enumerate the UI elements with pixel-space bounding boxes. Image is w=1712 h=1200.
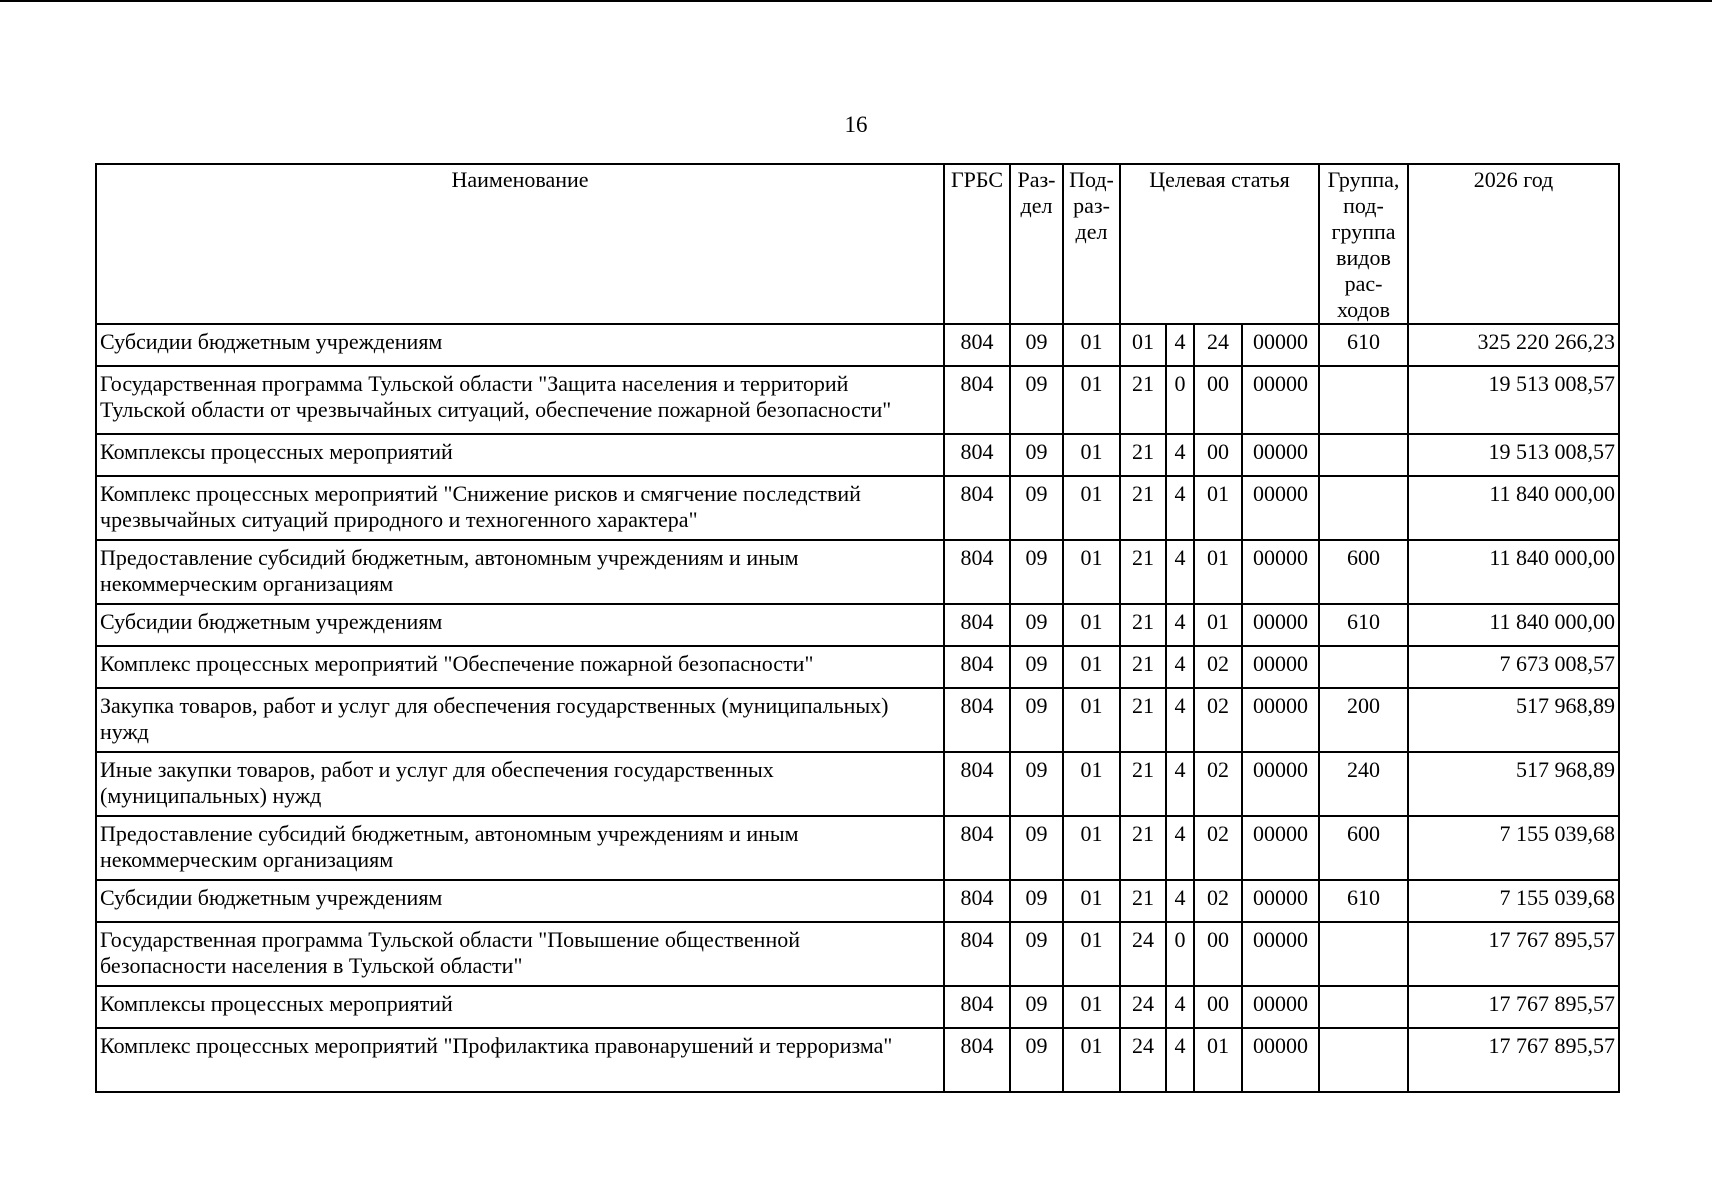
cell-grbs: 804	[944, 324, 1010, 366]
cell-razdel: 09	[1010, 434, 1063, 476]
cell-name	[96, 434, 944, 476]
table-row	[96, 604, 1619, 646]
cell-amount-2026: 17 767 895,57	[1408, 922, 1619, 986]
cell-name	[96, 1028, 944, 1092]
cell-name	[96, 604, 944, 646]
cell-razdel: 09	[1010, 1028, 1063, 1092]
cell-target-subprogram: 00	[1194, 922, 1242, 986]
cell-expense-group	[1319, 646, 1408, 688]
cell-grbs: 804	[944, 646, 1010, 688]
cell-razdel: 09	[1010, 880, 1063, 922]
table-row	[96, 646, 1619, 688]
cell-name-line: Субсидии бюджетным учреждениям	[100, 609, 443, 634]
cell-target-program: 24	[1120, 922, 1166, 986]
cell-podrazdel: 01	[1063, 986, 1120, 1028]
cell-name-line: Предоставление субсидий бюджетным, автономным учреждениям и иным	[100, 821, 799, 846]
cell-target-subprogram: 02	[1194, 646, 1242, 688]
cell-name-line: чрезвычайных ситуаций природного и техногенного характера"	[100, 507, 698, 532]
cell-name	[96, 646, 944, 688]
cell-name-line: некоммерческим организациям	[100, 847, 394, 872]
cell-razdel: 09	[1010, 688, 1063, 752]
cell-name-line: Государственная программа Тульской области "Защита населения и территорий	[100, 371, 849, 396]
cell-target-type: 4	[1166, 688, 1194, 752]
cell-grbs: 804	[944, 366, 1010, 434]
cell-target-direction: 00000	[1242, 986, 1319, 1028]
cell-amount-2026: 19 513 008,57	[1408, 366, 1619, 434]
header-group-line: рас-	[1344, 271, 1383, 296]
header-group	[1319, 164, 1408, 324]
cell-name-line: Закупка товаров, работ и услуг для обеспечения государственных (муниципальных)	[100, 693, 889, 718]
cell-grbs: 804	[944, 880, 1010, 922]
cell-razdel: 09	[1010, 922, 1063, 986]
cell-name-line: Субсидии бюджетным учреждениям	[100, 885, 443, 910]
cell-razdel: 09	[1010, 986, 1063, 1028]
cell-target-direction: 00000	[1242, 816, 1319, 880]
cell-name-line: нужд	[100, 719, 149, 744]
table-row	[96, 880, 1619, 922]
cell-name-line: Комплексы процессных мероприятий	[100, 991, 453, 1016]
cell-amount-2026: 19 513 008,57	[1408, 434, 1619, 476]
cell-target-direction: 00000	[1242, 604, 1319, 646]
table-body	[96, 324, 1619, 1092]
cell-target-direction: 00000	[1242, 434, 1319, 476]
cell-razdel: 09	[1010, 540, 1063, 604]
cell-expense-group: 600	[1319, 816, 1408, 880]
cell-grbs: 804	[944, 922, 1010, 986]
cell-name-line: некоммерческим организациям	[100, 571, 394, 596]
cell-podrazdel: 01	[1063, 604, 1120, 646]
cell-amount-2026: 11 840 000,00	[1408, 476, 1619, 540]
header-podrazdel-line: раз-	[1073, 193, 1110, 218]
header-razdel-line: Раз-	[1017, 167, 1056, 192]
cell-razdel: 09	[1010, 604, 1063, 646]
cell-grbs: 804	[944, 752, 1010, 816]
cell-amount-2026: 11 840 000,00	[1408, 540, 1619, 604]
cell-target-subprogram: 02	[1194, 880, 1242, 922]
cell-target-type: 4	[1166, 324, 1194, 366]
cell-name	[96, 986, 944, 1028]
table-row	[96, 476, 1619, 540]
table-row	[96, 434, 1619, 476]
cell-podrazdel: 01	[1063, 922, 1120, 986]
cell-name-line: Предоставление субсидий бюджетным, автономным учреждениям и иным	[100, 545, 799, 570]
cell-target-program: 21	[1120, 434, 1166, 476]
cell-target-program: 01	[1120, 324, 1166, 366]
cell-expense-group	[1319, 986, 1408, 1028]
cell-target-program: 21	[1120, 646, 1166, 688]
cell-amount-2026: 7 673 008,57	[1408, 646, 1619, 688]
table-header-row	[96, 164, 1619, 324]
header-group-line: видов	[1336, 245, 1391, 270]
cell-expense-group: 200	[1319, 688, 1408, 752]
cell-target-program: 24	[1120, 1028, 1166, 1092]
cell-grbs: 804	[944, 540, 1010, 604]
cell-amount-2026: 17 767 895,57	[1408, 986, 1619, 1028]
cell-razdel: 09	[1010, 476, 1063, 540]
cell-razdel: 09	[1010, 366, 1063, 434]
cell-target-program: 21	[1120, 816, 1166, 880]
cell-target-program: 21	[1120, 540, 1166, 604]
cell-podrazdel: 01	[1063, 476, 1120, 540]
cell-podrazdel: 01	[1063, 540, 1120, 604]
cell-target-type: 4	[1166, 646, 1194, 688]
cell-podrazdel: 01	[1063, 1028, 1120, 1092]
cell-name-line: Комплексы процессных мероприятий	[100, 439, 453, 464]
cell-expense-group: 610	[1319, 324, 1408, 366]
cell-amount-2026: 7 155 039,68	[1408, 880, 1619, 922]
table-row	[96, 1028, 1619, 1092]
cell-podrazdel: 01	[1063, 752, 1120, 816]
header-name: Наименование	[96, 164, 944, 324]
budget-table	[95, 163, 1620, 1093]
cell-target-type: 4	[1166, 816, 1194, 880]
cell-target-subprogram: 01	[1194, 1028, 1242, 1092]
table-row	[96, 688, 1619, 752]
page-number: 16	[844, 112, 868, 137]
cell-razdel: 09	[1010, 816, 1063, 880]
cell-target-program: 21	[1120, 688, 1166, 752]
cell-target-subprogram: 02	[1194, 688, 1242, 752]
cell-razdel: 09	[1010, 752, 1063, 816]
cell-target-direction: 00000	[1242, 922, 1319, 986]
cell-expense-group	[1319, 922, 1408, 986]
table-row	[96, 986, 1619, 1028]
cell-target-direction: 00000	[1242, 324, 1319, 366]
header-group-line: группа	[1331, 219, 1396, 244]
cell-amount-2026: 7 155 039,68	[1408, 816, 1619, 880]
cell-razdel: 09	[1010, 646, 1063, 688]
cell-name-line: Субсидии бюджетным учреждениям	[100, 329, 443, 354]
cell-target-type: 4	[1166, 434, 1194, 476]
header-grbs: ГРБС	[944, 164, 1010, 324]
cell-target-program: 21	[1120, 880, 1166, 922]
cell-target-program: 21	[1120, 752, 1166, 816]
header-group-line: под-	[1343, 193, 1384, 218]
header-podrazdel-line: дел	[1075, 219, 1108, 244]
cell-target-type: 4	[1166, 540, 1194, 604]
table-row	[96, 366, 1619, 434]
cell-grbs: 804	[944, 688, 1010, 752]
cell-target-direction: 00000	[1242, 646, 1319, 688]
cell-podrazdel: 01	[1063, 366, 1120, 434]
cell-amount-2026: 17 767 895,57	[1408, 1028, 1619, 1092]
cell-amount-2026: 11 840 000,00	[1408, 604, 1619, 646]
table-row	[96, 922, 1619, 986]
cell-name-line: Иные закупки товаров, работ и услуг для обеспечения государственных	[100, 757, 774, 782]
cell-grbs: 804	[944, 816, 1010, 880]
cell-expense-group	[1319, 434, 1408, 476]
cell-target-subprogram: 01	[1194, 540, 1242, 604]
header-year: 2026 год	[1408, 164, 1619, 324]
cell-target-subprogram: 02	[1194, 752, 1242, 816]
cell-expense-group: 610	[1319, 604, 1408, 646]
cell-expense-group	[1319, 366, 1408, 434]
header-podrazdel	[1063, 164, 1120, 324]
cell-target-direction: 00000	[1242, 752, 1319, 816]
header-group-line: Группа,	[1327, 167, 1400, 192]
cell-target-direction: 00000	[1242, 688, 1319, 752]
cell-razdel: 09	[1010, 324, 1063, 366]
cell-target-type: 4	[1166, 752, 1194, 816]
cell-target-direction: 00000	[1242, 540, 1319, 604]
cell-target-subprogram: 24	[1194, 324, 1242, 366]
cell-target-direction: 00000	[1242, 880, 1319, 922]
cell-target-subprogram: 02	[1194, 816, 1242, 880]
cell-target-program: 21	[1120, 476, 1166, 540]
cell-target-type: 4	[1166, 476, 1194, 540]
cell-target-subprogram: 00	[1194, 986, 1242, 1028]
cell-podrazdel: 01	[1063, 880, 1120, 922]
cell-name	[96, 476, 944, 540]
cell-name-line: Комплекс процессных мероприятий "Обеспечение пожарной безопасности"	[100, 651, 814, 676]
cell-name-line: Государственная программа Тульской области "Повышение общественной	[100, 927, 800, 952]
cell-grbs: 804	[944, 604, 1010, 646]
cell-podrazdel: 01	[1063, 688, 1120, 752]
cell-target-subprogram: 00	[1194, 366, 1242, 434]
cell-target-subprogram: 00	[1194, 434, 1242, 476]
cell-target-program: 21	[1120, 366, 1166, 434]
cell-name-line: Комплекс процессных мероприятий "Профилактика правонарушений и терроризма"	[100, 1033, 893, 1058]
cell-target-subprogram: 01	[1194, 476, 1242, 540]
cell-target-type: 4	[1166, 1028, 1194, 1092]
cell-target-type: 4	[1166, 604, 1194, 646]
cell-grbs: 804	[944, 1028, 1010, 1092]
header-target: Целевая статья	[1120, 164, 1319, 324]
cell-name	[96, 880, 944, 922]
cell-grbs: 804	[944, 476, 1010, 540]
cell-target-direction: 00000	[1242, 476, 1319, 540]
cell-podrazdel: 01	[1063, 646, 1120, 688]
header-podrazdel-line: Под-	[1069, 167, 1114, 192]
cell-target-type: 0	[1166, 922, 1194, 986]
cell-grbs: 804	[944, 434, 1010, 476]
cell-amount-2026: 325 220 266,23	[1408, 324, 1619, 366]
cell-podrazdel: 01	[1063, 434, 1120, 476]
cell-podrazdel: 01	[1063, 324, 1120, 366]
cell-expense-group	[1319, 1028, 1408, 1092]
table-row	[96, 816, 1619, 880]
cell-name-line: безопасности населения в Тульской области"	[100, 953, 523, 978]
cell-expense-group: 600	[1319, 540, 1408, 604]
cell-name	[96, 816, 944, 880]
cell-name	[96, 752, 944, 816]
cell-target-direction: 00000	[1242, 1028, 1319, 1092]
cell-target-type: 4	[1166, 880, 1194, 922]
cell-grbs: 804	[944, 986, 1010, 1028]
cell-name	[96, 922, 944, 986]
cell-name	[96, 366, 944, 434]
cell-target-direction: 00000	[1242, 366, 1319, 434]
cell-name-line: (муниципальных) нужд	[100, 783, 322, 808]
cell-name-line: Тульской области от чрезвычайных ситуаций, обеспечение пожарной безопасности"	[100, 397, 892, 422]
cell-name	[96, 324, 944, 366]
cell-podrazdel: 01	[1063, 816, 1120, 880]
cell-amount-2026: 517 968,89	[1408, 752, 1619, 816]
cell-name	[96, 540, 944, 604]
table-row	[96, 540, 1619, 604]
cell-target-program: 24	[1120, 986, 1166, 1028]
cell-expense-group	[1319, 476, 1408, 540]
header-razdel	[1010, 164, 1063, 324]
header-group-line: ходов	[1336, 297, 1391, 322]
table-row	[96, 752, 1619, 816]
cell-target-type: 4	[1166, 986, 1194, 1028]
table-row	[96, 324, 1619, 366]
cell-amount-2026: 517 968,89	[1408, 688, 1619, 752]
cell-expense-group: 610	[1319, 880, 1408, 922]
header-razdel-line: дел	[1020, 193, 1053, 218]
cell-target-program: 21	[1120, 604, 1166, 646]
cell-target-type: 0	[1166, 366, 1194, 434]
cell-name	[96, 688, 944, 752]
cell-name-line: Комплекс процессных мероприятий "Снижение рисков и смягчение последствий	[100, 481, 861, 506]
page-top-edge	[0, 0, 1712, 2]
cell-expense-group: 240	[1319, 752, 1408, 816]
cell-target-subprogram: 01	[1194, 604, 1242, 646]
